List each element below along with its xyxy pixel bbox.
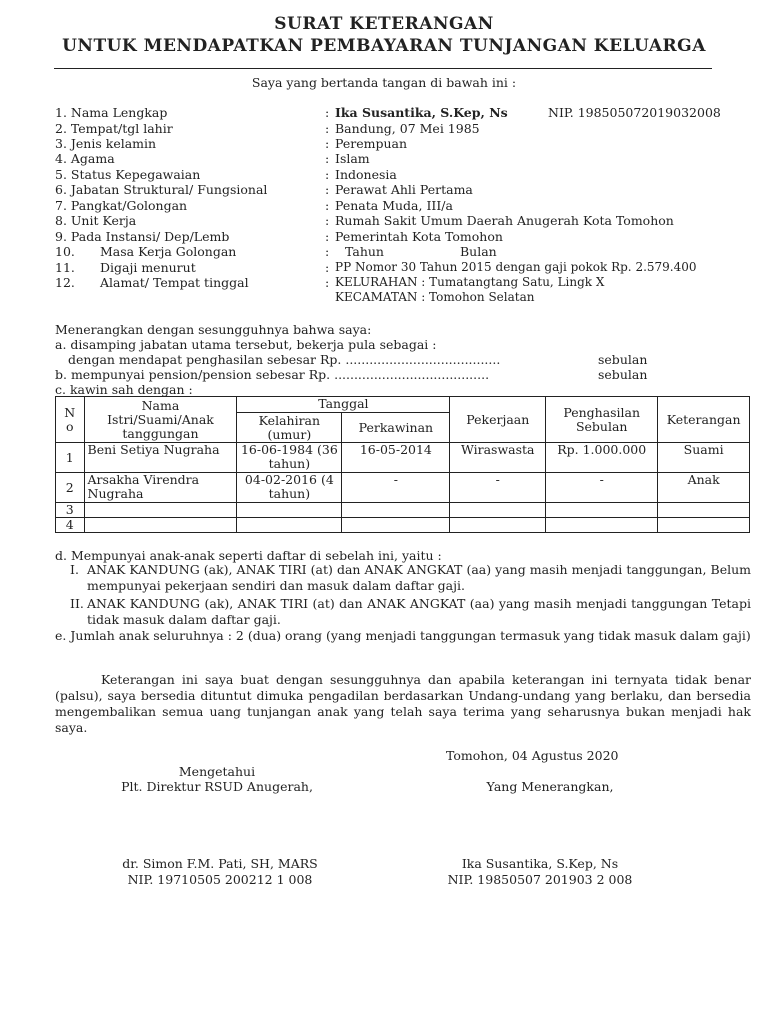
children-ii-text: ANAK KANDUNG (ak), ANAK TIRI (at) dan ANAK ANGKAT (aa) yang masih menjadi tanggungan Tetapi tidak masuk dalam daftar gaji. xyxy=(87,596,751,627)
identity-row xyxy=(55,198,755,213)
identity-value-extra: Bulan xyxy=(460,244,497,259)
cell-pekerjaan: Wiraswasta xyxy=(450,443,546,473)
document-title: SURAT KETERANGAN xyxy=(274,14,494,34)
identity-nip: NIP. 198505072019032008 xyxy=(548,105,721,120)
cell-penghasilan: Rp. 1.000.000 xyxy=(546,443,658,473)
left-title-1: Mengetahui xyxy=(178,764,256,779)
header-kelahiran: Kelahiran (umur) xyxy=(237,413,342,443)
header-nama: Nama Istri/Suami/Anak tanggungan xyxy=(84,397,237,443)
table-row xyxy=(56,503,750,518)
identity-colon: : xyxy=(325,213,330,228)
identity-row xyxy=(55,290,755,305)
identity-value: Rumah Sakit Umum Daerah Anugerah Kota Tomohon xyxy=(335,213,674,228)
identity-number: 11. xyxy=(55,260,75,275)
cell-pekerjaan xyxy=(450,503,546,518)
cell-perkawinan xyxy=(342,518,450,533)
identity-colon: : xyxy=(325,121,330,136)
identity-label: 1. Nama Lengkap xyxy=(55,105,168,120)
header-keterangan: Keterangan xyxy=(658,397,750,443)
statement-b-suffix: sebulan xyxy=(598,367,648,382)
right-title: Yang Menerangkan, xyxy=(486,779,614,794)
identity-row xyxy=(55,275,755,290)
table-row xyxy=(56,473,750,503)
left-signatory-name: dr. Simon F.M. Pati, SH, MARS xyxy=(122,856,318,871)
identity-label: 4. Agama xyxy=(55,151,115,166)
cell-perkawinan: 16-05-2014 xyxy=(342,443,450,473)
identity-row xyxy=(55,182,755,197)
identity-row xyxy=(55,244,755,259)
dependants-table xyxy=(55,396,750,533)
identity-value: Penata Muda, III/a xyxy=(335,198,453,213)
place-date: Tomohon, 04 Agustus 2020 xyxy=(446,748,619,763)
header-pekerjaan: Pekerjaan xyxy=(450,397,546,443)
cell-no: 1 xyxy=(56,443,85,473)
identity-row xyxy=(55,105,755,120)
intro-text: Saya yang bertanda tangan di bawah ini : xyxy=(251,75,517,90)
cell-keterangan: Anak xyxy=(658,473,750,503)
children-d: d. Mempunyai anak-anak seperti daftar di sebelah ini, yaitu : xyxy=(55,548,442,563)
identity-label: 7. Pangkat/Golongan xyxy=(55,198,188,213)
cell-penghasilan xyxy=(546,503,658,518)
header-no: N o xyxy=(56,397,85,443)
identity-value: Tahun xyxy=(345,244,384,259)
identity-row xyxy=(55,213,755,228)
identity-number: 10. xyxy=(55,244,75,259)
identity-colon: : xyxy=(325,275,330,290)
identity-colon: : xyxy=(325,229,330,244)
identity-number: 12. xyxy=(55,275,75,290)
header-perkawinan: Perkawinan xyxy=(342,413,450,443)
identity-label: 5. Status Kepegawaian xyxy=(55,167,201,182)
cell-nama xyxy=(84,503,237,518)
identity-row xyxy=(55,136,755,151)
document-subtitle: UNTUK MENDAPATKAN PEMBAYARAN TUNJANGAN KELUARGA xyxy=(62,36,706,56)
identity-value: Perawat Ahli Pertama xyxy=(335,182,473,197)
identity-label: 3. Jenis kelamin xyxy=(55,136,157,151)
right-signatory-nip: NIP. 19850507 201903 2 008 xyxy=(447,872,633,887)
identity-value: Bandung, 07 Mei 1985 xyxy=(335,121,480,136)
identity-value: Perempuan xyxy=(335,136,408,151)
identity-value: Islam xyxy=(335,151,370,166)
identity-label: Alamat/ Tempat tinggal xyxy=(100,275,249,290)
identity-label: 9. Pada Instansi/ Dep/Lemb xyxy=(55,229,230,244)
children-i-num: I. xyxy=(70,562,79,577)
cell-perkawinan: - xyxy=(342,473,450,503)
identity-colon: : xyxy=(325,198,330,213)
identity-colon: : xyxy=(325,151,330,166)
identity-colon: : xyxy=(325,167,330,182)
cell-perkawinan xyxy=(342,503,450,518)
identity-colon: : xyxy=(325,136,330,151)
header-penghasilan: Penghasilan Sebulan xyxy=(546,397,658,443)
identity-value: PP Nomor 30 Tahun 2015 dengan gaji pokok Rp. 2.579.400 xyxy=(335,260,697,274)
identity-value: Ika Susantika, S.Kep, Ns xyxy=(335,105,508,120)
cell-no: 3 xyxy=(56,503,85,518)
cell-no: 2 xyxy=(56,473,85,503)
left-signatory-nip: NIP. 19710505 200212 1 008 xyxy=(127,872,313,887)
identity-label: 8. Unit Kerja xyxy=(55,213,137,228)
cell-keterangan xyxy=(658,503,750,518)
table-row xyxy=(56,443,750,473)
identity-colon: : xyxy=(325,182,330,197)
cell-nama: Beni Setiya Nugraha xyxy=(84,443,237,473)
table-row xyxy=(56,518,750,533)
identity-label: 6. Jabatan Struktural/ Fungsional xyxy=(55,182,268,197)
identity-row xyxy=(55,260,755,275)
children-ii-num: II. xyxy=(70,596,84,611)
cell-penghasilan xyxy=(546,518,658,533)
statement-b: b. mempunyai pension/pension sebesar Rp. ....................................... xyxy=(55,367,490,382)
identity-value: Pemerintah Kota Tomohon xyxy=(335,229,503,244)
identity-colon: : xyxy=(325,244,330,259)
cell-no: 4 xyxy=(56,518,85,533)
left-title-2: Plt. Direktur RSUD Anugerah, xyxy=(121,779,313,794)
cell-kelahiran xyxy=(237,503,342,518)
cell-keterangan: Suami xyxy=(658,443,750,473)
children-i-text: ANAK KANDUNG (ak), ANAK TIRI (at) dan ANAK ANGKAT (aa) yang masih menjadi tanggungan, Belum mempunyai pekerjaan sendiri dan masuk dalam daftar gaji. xyxy=(87,562,751,593)
statement-a-income: dengan mendapat penghasilan sebesar Rp. ....................................... xyxy=(68,352,501,367)
cell-kelahiran: 04-02-2016 (4 tahun) xyxy=(237,473,342,503)
cell-nama: Arsakha Virendra Nugraha xyxy=(84,473,237,503)
identity-row xyxy=(55,121,755,136)
identity-row xyxy=(55,151,755,166)
cell-pekerjaan xyxy=(450,518,546,533)
right-signatory-name: Ika Susantika, S.Kep, Ns xyxy=(461,856,619,871)
identity-value: Indonesia xyxy=(335,167,397,182)
header-tanggal: Tanggal xyxy=(237,397,450,413)
statement-c: c. kawin sah dengan : xyxy=(55,382,193,397)
cell-penghasilan: - xyxy=(546,473,658,503)
identity-row xyxy=(55,229,755,244)
identity-row xyxy=(55,167,755,182)
statement-a: a. disamping jabatan utama tersebut, bekerja pula sebagai : xyxy=(55,337,437,352)
cell-keterangan xyxy=(658,518,750,533)
identity-colon: : xyxy=(325,105,330,120)
identity-value: KELURAHAN : Tumatangtang Satu, Lingk X xyxy=(335,275,605,289)
identity-colon: : xyxy=(325,260,330,275)
closing-paragraph: Keterangan ini saya buat dengan sesungguhnya dan apabila keterangan ini ternyata tidak benar (palsu), saya bersedia dituntut dimuka pengadilan berdasarkan Undang-undang yang berlaku, dan bersedia mengembalikan semua uang tunjangan anak yang telah saya terima yang seharusnya bukan menjadi hak saya. xyxy=(55,672,751,735)
identity-label: Digaji menurut xyxy=(100,260,196,275)
cell-nama xyxy=(84,518,237,533)
identity-value-line2: KECAMATAN : Tomohon Selatan xyxy=(335,290,535,304)
identity-label: Masa Kerja Golongan xyxy=(100,244,237,259)
identity-label: 2. Tempat/tgl lahir xyxy=(55,121,173,136)
children-e: e. Jumlah anak seluruhnya : 2 (dua) orang (yang menjadi tanggungan termasuk yang tidak masuk dalam gaji) xyxy=(55,628,751,643)
cell-kelahiran: 16-06-1984 (36 tahun) xyxy=(237,443,342,473)
cell-kelahiran xyxy=(237,518,342,533)
title-underline xyxy=(54,68,712,69)
statement-a-suffix: sebulan xyxy=(598,352,648,367)
cell-pekerjaan: - xyxy=(450,473,546,503)
statement-lead: Menerangkan dengan sesungguhnya bahwa saya: xyxy=(55,322,372,337)
